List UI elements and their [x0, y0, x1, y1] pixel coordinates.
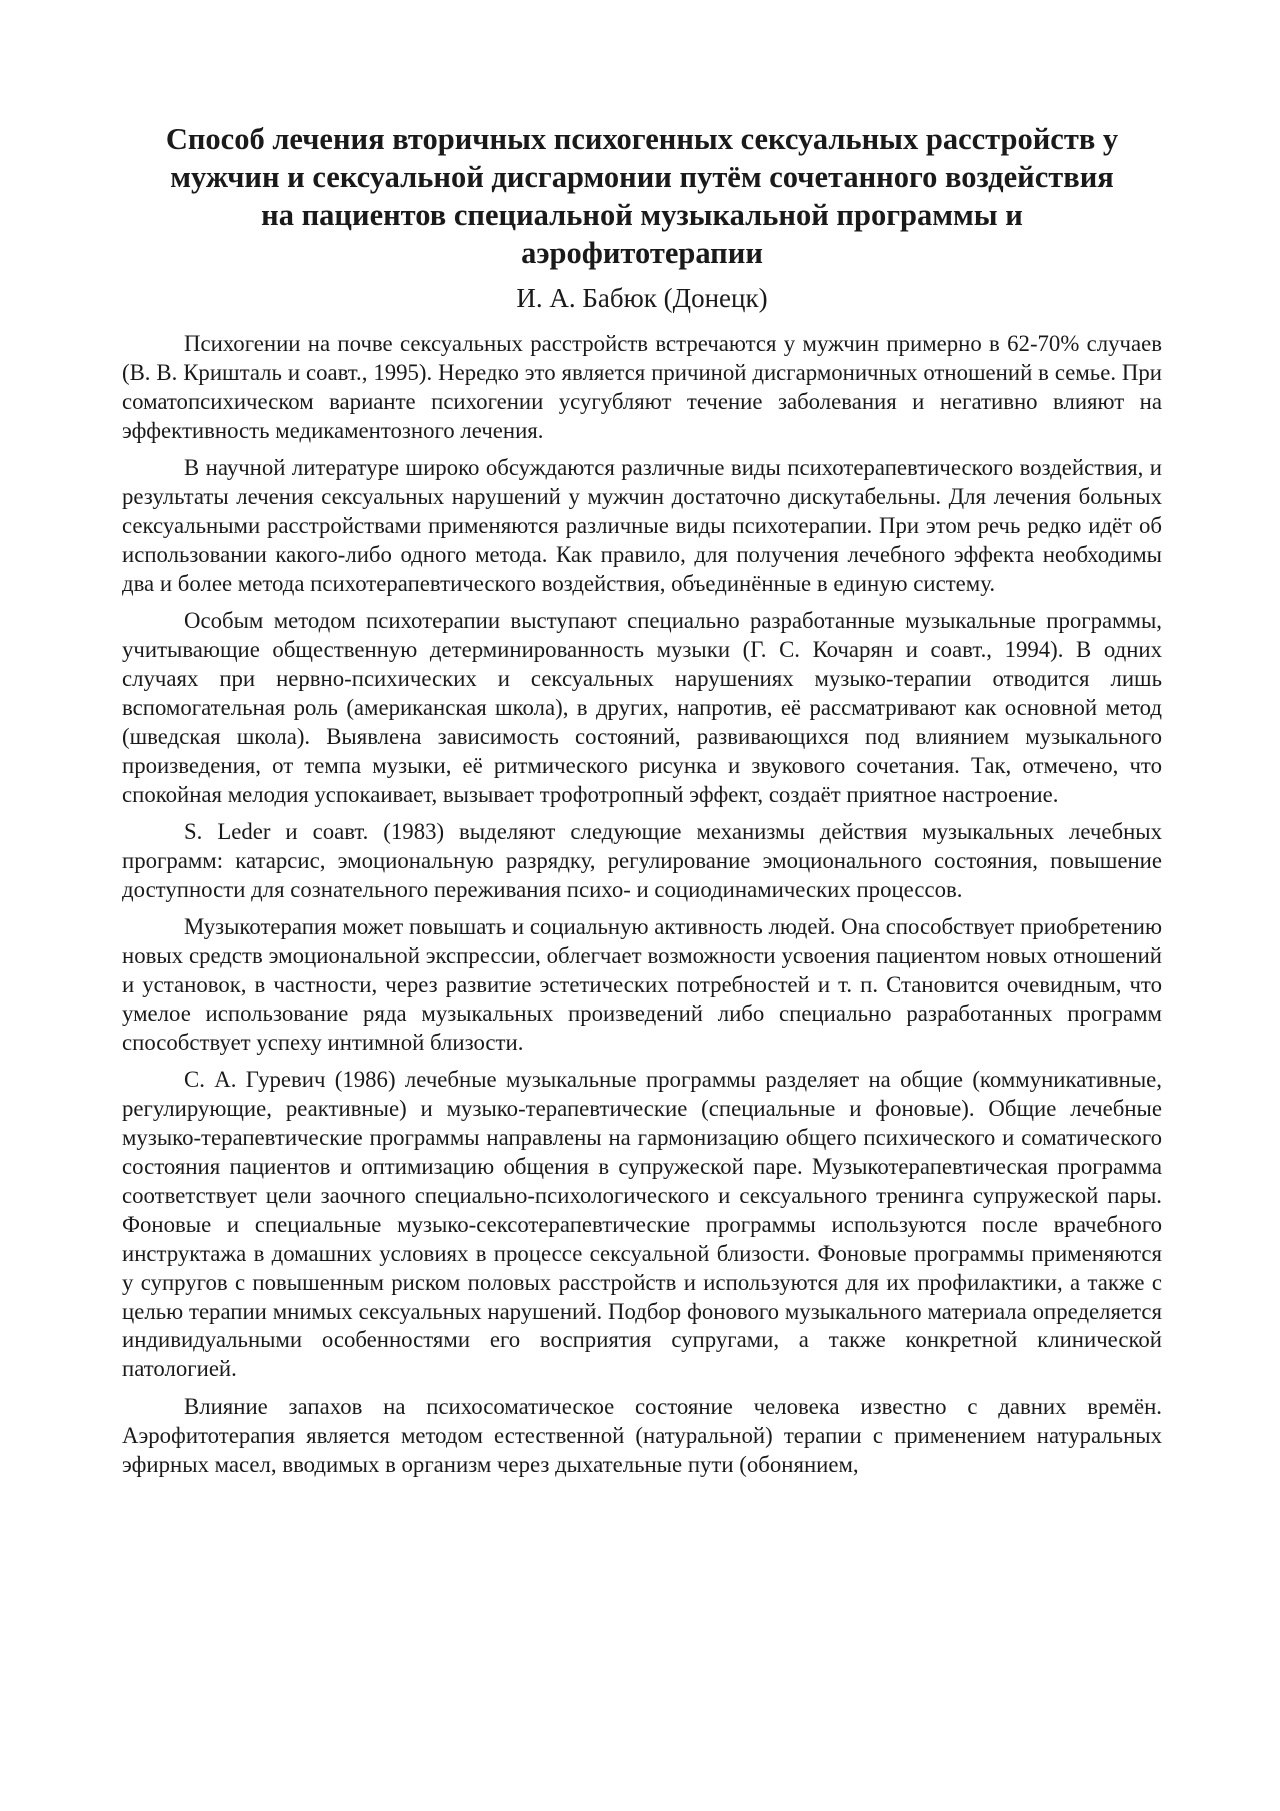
paragraph-7: Влияние запахов на психосоматическое состояние человека известно с давних времён. Аэрофитотерапия является методом естественной (натуральной) терапии с применением натуральных эфирных масел, вводимых в организм через дыхательные пути (обонянием, [122, 1393, 1162, 1477]
article-title: Способ лечения вторичных психогенных сексуальных расстройств у мужчин и сексуальной дисгармонии путём сочетанного воздействия на пациентов специальной музыкальной программы и аэрофитотерапии [165, 122, 1119, 270]
paragraph-3: Особым методом психотерапии выступают специально разработанные музыкальные программы, учитывающие общественную детерминированность музыки (Г. С. Кочарян и соавт., 1994). В одних случаях при нервно-психических и сексуальных нарушениях музыко-терапии отводится лишь вспомогательная роль (американская школа), в других, напротив, её рассматривают как основной метод (шведская школа). Выявлена зависимость состояний, развивающихся под влиянием музыкального произведения, от темпа музыки, её ритмического рисунка и звукового сочетания. Так, отмечено, что спокойная мелодия успокаивает, вызывает трофотропный эффект, создаёт приятное настроение. [122, 608, 1162, 807]
paragraph-2: В научной литературе широко обсуждаются различные виды психотерапевтического воздействия, и результаты лечения сексуальных нарушений у мужчин достаточно дискутабельны. Для лечения больных сексуальными расстройствами применяются различные виды психотерапии. При этом речь редко идёт об использовании какого-либо одного метода. Как правило, для получения лечебного эффекта необходимы два и более метода психотерапевтического воздействия, объединённые в единую систему. [122, 455, 1162, 596]
article-author: И. А. Бабюк (Донецк) [516, 283, 768, 313]
paragraph-6: С. А. Гуревич (1986) лечебные музыкальные программы разделяет на общие (коммуникативные, регулирующие, реактивные) и музыко-терапевтические (специальные и фоновые). Общие лечебные музыко-терапевтические программы направлены на гармонизацию общего психического и соматического состояния пациентов и оптимизацию общения в супружеской паре. Музыкотерапевтическая программа соответствует цели заочного специально-психологического и сексуального тренинга супружеской пары. Фоновые и специальные музыко-сексотерапевтические программы используются после врачебного инструктажа в домашних условиях в процессе сексуальной близости. Фоновые программы применяются у супругов с повышенным риском половых расстройств и используются для их профилактики, а также с целью терапии мнимых сексуальных нарушений. Подбор фонового музыкального материала определяется индивидуальными особенностями его восприятия супругами, а также конкретной клинической патологией. [122, 1067, 1162, 1382]
document-page [122, 120, 1162, 1488]
paragraph-5: Музыкотерапия может повышать и социальную активность людей. Она способствует приобретению новых средств эмоциональной экспрессии, облегчает возможности усвоения пациентом новых отношений и установок, в частности, через развитие эстетических потребностей и т. п. Становится очевидным, что умелое использование ряда музыкальных произведений либо специально разработанных программ способствует успеху интимной близости. [122, 914, 1162, 1055]
paragraph-4: S. Leder и соавт. (1983) выделяют следующие механизмы действия музыкальных лечебных программ: катарсис, эмоциональную разрядку, регулирование эмоционального состояния, повышение доступности для сознательного переживания психо- и социодинамических процессов. [122, 819, 1162, 902]
paragraph-1: Психогении на почве сексуальных расстройств встречаются у мужчин примерно в 62-70% случаев (В. В. Кришталь и соавт., 1995). Нередко это является причиной дисгармоничных отношений в семье. При соматопсихическом варианте психогении усугубляют течение заболевания и негативно влияют на эффективность медикаментозного лечения. [122, 331, 1162, 443]
